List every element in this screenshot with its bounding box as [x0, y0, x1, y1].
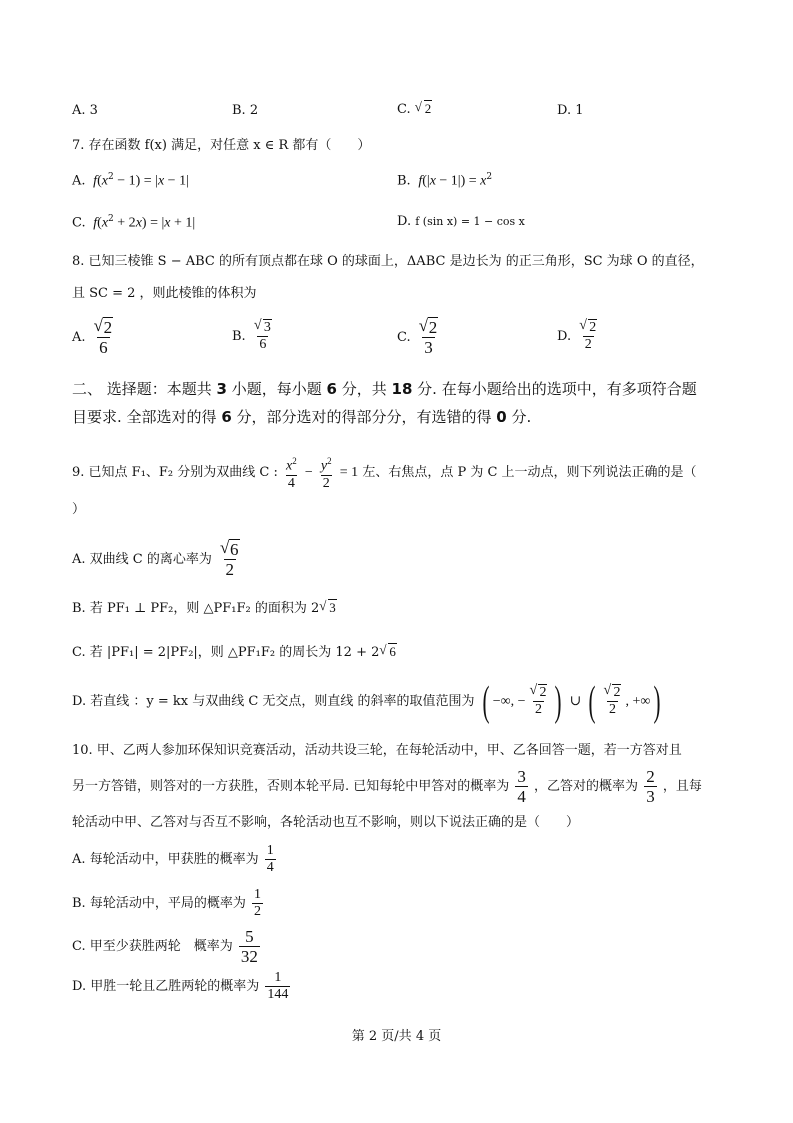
q10-stem-line2: 另一方答错，则答对的一方获胜，否则本轮平局. 已知每轮中甲答对的概率为 $\frac{3}{4}$ ，乙答对的概率为 $\frac{2}{3}$ ，且每 — [72, 767, 702, 806]
q8-b-fraction: √ $\frac{3}{6}$ — [252, 320, 274, 353]
q6-option-c: C. √ 2 — [397, 101, 432, 117]
q9-option-b: B. 若 PF₁ ⊥ PF₂，则 △PF₁F₂ 的面积为 2√ 3 — [72, 599, 337, 618]
q10-stem-line3: 轮活动中甲、乙答对与否互不影响，各轮活动也互不影响，则以下说法正确的是（ ） — [72, 815, 580, 830]
q8-a-fraction: √ $\frac{2}{6}$ — [92, 318, 116, 357]
q9-option-c: C. 若 |PF₁| = 2|PF₂|，则 △PF₁F₂ 的周长为 12 + 2√ 6 — [72, 643, 397, 662]
q8-option-d: D. √ $\frac{2}{2}$ — [557, 320, 601, 353]
q6-option-a: A. 3 — [72, 103, 98, 118]
q9-stem: 9. 已知点 F₁、F₂ 分别为双曲线 C : $\frac{x^2}{4}$ − $\frac{y^2}{2}$ = 1 左、右焦点，点 P 为 C 上一动点，则下列说法正确的是（ — [72, 456, 697, 491]
q8-option-c: C. √ $\frac{2}{3}$ — [397, 318, 442, 357]
q6-option-d: D. 1 — [557, 103, 584, 118]
q10-option-b: B. 每轮活动中，平局的概率为 $\frac{1}{2}$ — [72, 887, 261, 919]
q7-stem: 7. 存在函数 f(x) 满足，对任意 x ∈ R 都有（ ） — [72, 138, 371, 153]
q10-stem-line1: 10. 甲、乙两人参加环保知识竞赛活动，活动共设三轮，在每轮活动中，甲、乙各回答一题，若一方答对且 — [72, 743, 682, 758]
q7-option-b: B. $f(|x - 1|) = x^2$ — [397, 172, 493, 189]
q10-option-a: A. 每轮活动中，甲获胜的概率为 $\frac{1}{4}$ — [72, 843, 274, 875]
page-footer: 第 2 页/共 4 页 — [351, 1029, 442, 1044]
q8-c-fraction: √ $\frac{2}{3}$ — [417, 318, 441, 357]
q6-option-b: B. 2 — [232, 103, 259, 118]
section-2-heading: 二、 选择题：本题共 3 小题，每小题 6 分，共 18 分. 在每小题给出的选项中，有多项符合题 目要求. 全部选对的得 6 分，部分选对的得部分分，有选错的得 0 分. — [72, 380, 697, 426]
q7-option-c: C. $f(x^2 + 2x) = |x + 1|$ — [72, 214, 196, 231]
q10-option-d: D. 甲胜一轮且乙胜两轮的概率为 $\frac{1}{144}$ — [72, 970, 289, 1002]
q10-option-c: C. 甲至少获胜两轮 概率为 $\frac{5}{32}$ — [72, 927, 258, 966]
q8-option-a: A. √ $\frac{2}{6}$ — [72, 318, 117, 357]
q9-stem-close: ） — [72, 502, 86, 517]
q9-option-d: D. 若直线 ：y = kx 与双曲线 C 无交点，则直线 的斜率的取值范围为 ( −∞, − √ $\frac{2}{2}$ ) ∪ ( √ $\frac{2}{2}$ , +∞) — [72, 680, 664, 724]
q7-option-a: A. $f(x^2 - 1) = |x - 1|$ — [72, 172, 189, 189]
q8-stem-line2: 且 SC = 2 ，则此棱锥的体积为 — [72, 286, 257, 301]
q8-stem-line1: 8. 已知三棱锥 S − ABC 的所有顶点都在球 O 的球面上，ΔABC 是边长为 的正三角形，SC 为球 O 的直径， — [72, 254, 704, 269]
q7-option-d: D. f (sin x) = 1 − cos x — [397, 214, 525, 229]
q8-option-b: B. √ $\frac{3}{6}$ — [232, 320, 276, 353]
q8-d-fraction: √ $\frac{2}{2}$ — [577, 320, 599, 353]
q9-option-a: A. 双曲线 C 的离心率为 √ $\frac{6}{2}$ — [72, 540, 244, 580]
